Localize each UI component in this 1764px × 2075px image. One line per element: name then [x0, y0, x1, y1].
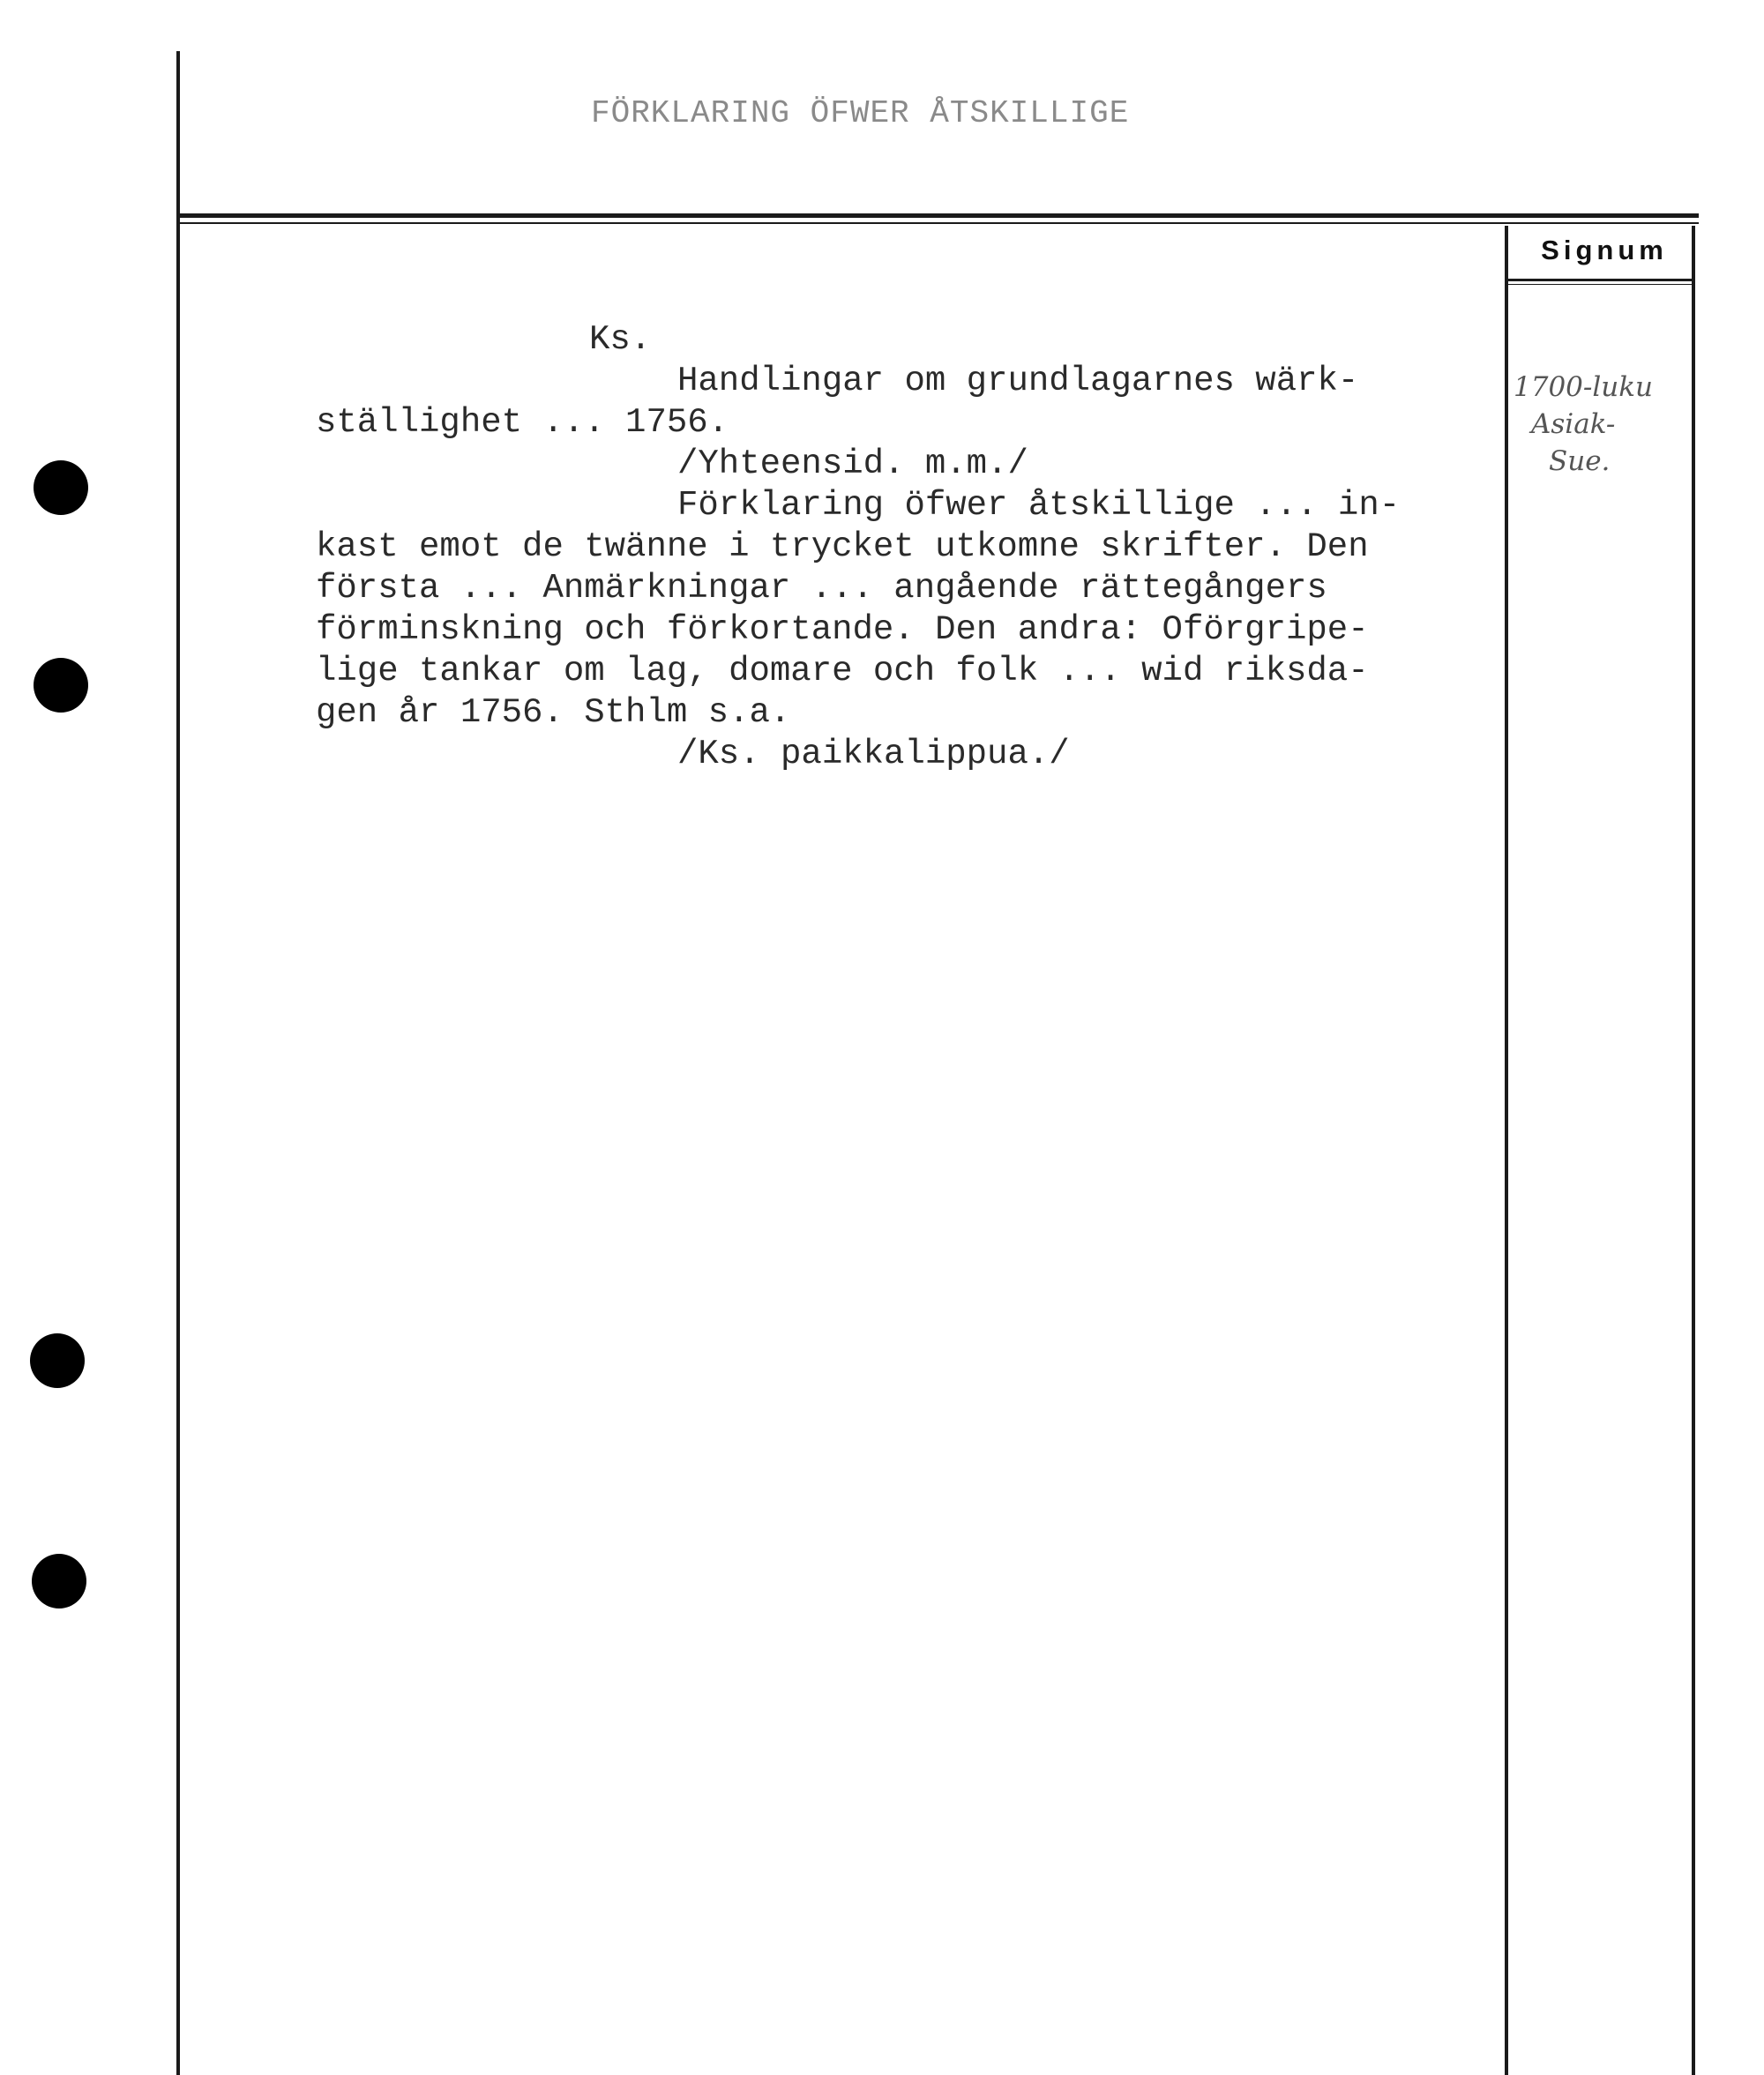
header-rule-thin: [180, 222, 1699, 224]
signum-box-divider: [1508, 279, 1692, 281]
card-line-shelfmark: Ks.: [589, 320, 652, 359]
card-line: kast emot de twänne i trycket utkomne skrifter. Den: [316, 527, 1369, 566]
card-left-border: [176, 51, 180, 2075]
signum-label: Signum: [1541, 235, 1668, 265]
punch-hole-2: [34, 658, 88, 713]
header-rule-thick: [180, 213, 1699, 218]
card-line: första ... Anmärkningar ... angående rättegångers: [316, 569, 1327, 608]
card-body-text: [316, 319, 1480, 775]
card-line: förminskning och förkortande. Den andra: Oförgripe-: [316, 610, 1369, 649]
card-line: gen år 1756. Sthlm s.a.: [316, 693, 791, 732]
signum-box-divider-2: [1508, 284, 1692, 285]
signum-column-left-border: [1505, 226, 1508, 2075]
card-line: /Yhteensid. m.m./: [677, 444, 1028, 483]
catalog-heading: FÖRKLARING ÖFWER ÅTSKILLIGE: [591, 95, 1130, 131]
handwritten-note-line: Asiak-: [1531, 408, 1616, 440]
card-line: Förklaring öfwer åtskillige ... in-: [677, 486, 1401, 525]
punch-hole-4: [32, 1554, 86, 1608]
handwritten-note-line: 1700-luku: [1514, 371, 1653, 403]
punch-hole-3: [30, 1333, 85, 1388]
card-line: Handlingar om grundlagarnes wärk-: [677, 362, 1359, 400]
card-right-border: [1692, 226, 1695, 2075]
handwritten-note-line: Sue.: [1549, 445, 1611, 477]
handwritten-signum-note: [1514, 369, 1690, 480]
card-line: lige tankar om lag, domare och folk ... wid riksda-: [316, 652, 1369, 690]
card-line: ställighet ... 1756.: [316, 403, 729, 442]
punch-hole-1: [34, 460, 88, 515]
card-line: /Ks. paikkalippua./: [677, 735, 1070, 773]
